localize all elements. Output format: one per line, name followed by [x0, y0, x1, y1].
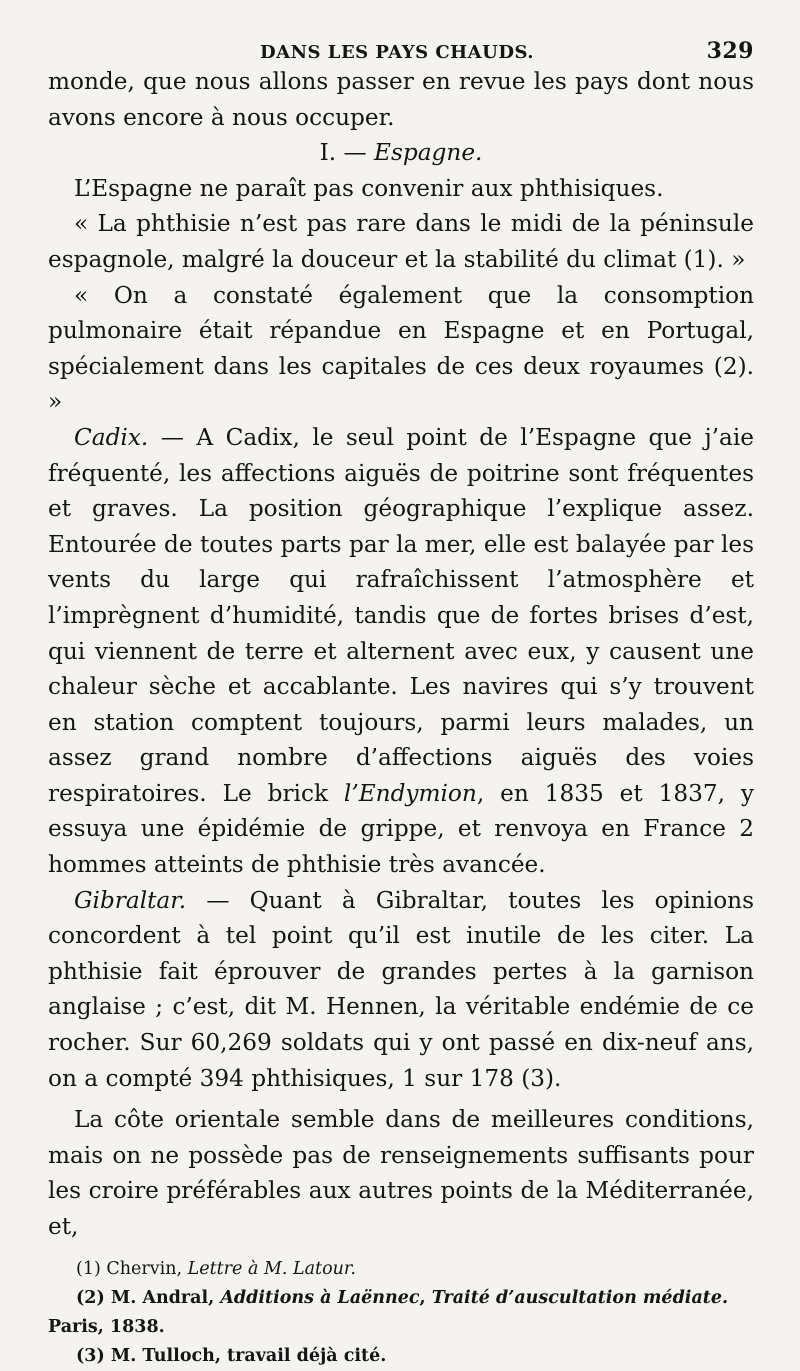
paragraph-quote-2: « On a constaté également que la consomption pulmonaire était répandue en Espagne et en Portugal, spécialement dans les capitales de ces deux royaumes (2). »: [48, 281, 754, 416]
paragraph-continuation: monde, que nous allons passer en revue les pays dont nous avons encore à nous occuper.: [48, 68, 754, 131]
gibraltar-text: — Quant à Gibraltar, toutes les opinions concordent à tel point qu’il est inutile de les citer. La phthisie fait éprouver de grandes pertes à la garnison anglaise ; c’est, dit M. Hennen, la véritable endémie de ce rocher. Sur 60,269 soldats qui y ont passé en dix-neuf ans, on a compté 394 phthisiques, 1 sur 178 (3).: [48, 886, 754, 1092]
footnote-2-continuation: Paris, 1838.: [48, 1316, 165, 1337]
page-number: 329: [706, 38, 754, 64]
footnotes: [48, 1255, 754, 1371]
footnote-3: (3) M. Tulloch, travail déjà cité.: [76, 1345, 387, 1366]
section-title: Espagne.: [374, 139, 483, 167]
paragraph-cadix: [48, 420, 754, 883]
footnote-2-title-a: Additions à Laënnec: [220, 1287, 420, 1308]
footnote-2-sep: ,: [419, 1287, 432, 1308]
footnote-1: [48, 1255, 754, 1284]
running-title: DANS LES PAYS CHAUDS.: [260, 42, 535, 63]
paragraph-gibraltar: [48, 883, 754, 1097]
cadix-text-1: — A Cadix, le seul point de l’Espagne que j’aie fréquenté, les affections aiguës de poitrine sont fréquentes et graves. La position géographique l’explique assez. Entourée de toutes parts par la mer, elle est balayée par les vents du large qui rafraîchissent l’atmosphère et l’imprègnent d’humidité, tandis que de fortes brises d’est, qui viennent de terre et alternent avec eux, y causent une chaleur sèche et accablante. Les navires qui s’y trouvent en station comptent toujours, parmi leurs malades, un assez grand nombre d’affections aiguës des voies respiratoires. Le brick: [48, 423, 754, 807]
book-page: [48, 34, 754, 1371]
footnote-1-mark: (1) Chervin,: [76, 1258, 188, 1279]
running-head: [48, 34, 754, 64]
footnote-1-title: Lettre à M. Latour.: [187, 1258, 356, 1279]
cadix-label: Cadix.: [74, 423, 149, 451]
paragraph-quote-1: « La phthisie n’est pas rare dans le midi de la péninsule espagnole, malgré la douceur et la stabilité du climat (1). »: [48, 210, 754, 273]
footnote-2: [48, 1284, 754, 1313]
paragraph-cote-orientale: La côte orientale semble dans de meilleures conditions, mais on ne possède pas de renseignements suffisants pour les croire préférables aux autres points de la Méditerranée, et,: [48, 1106, 754, 1240]
footnote-2-mark: (2) M. Andral,: [76, 1287, 221, 1308]
ship-name: l’Endymion: [343, 779, 477, 807]
gibraltar-label: Gibraltar.: [74, 886, 187, 914]
cadix-text-2: , en 1835 et 1837, y essuya une épidémie de grippe, et renvoya en France 2 hommes atteints de phthisie très avancée.: [48, 779, 754, 879]
section-heading: [48, 135, 754, 171]
paragraph-espagne: L’Espagne ne paraît pas convenir aux phthisiques.: [74, 174, 664, 202]
footnote-2-title-b: Traité d’auscultation médiate.: [431, 1287, 729, 1308]
section-number: I. —: [319, 139, 367, 167]
body-text: [48, 64, 754, 1245]
